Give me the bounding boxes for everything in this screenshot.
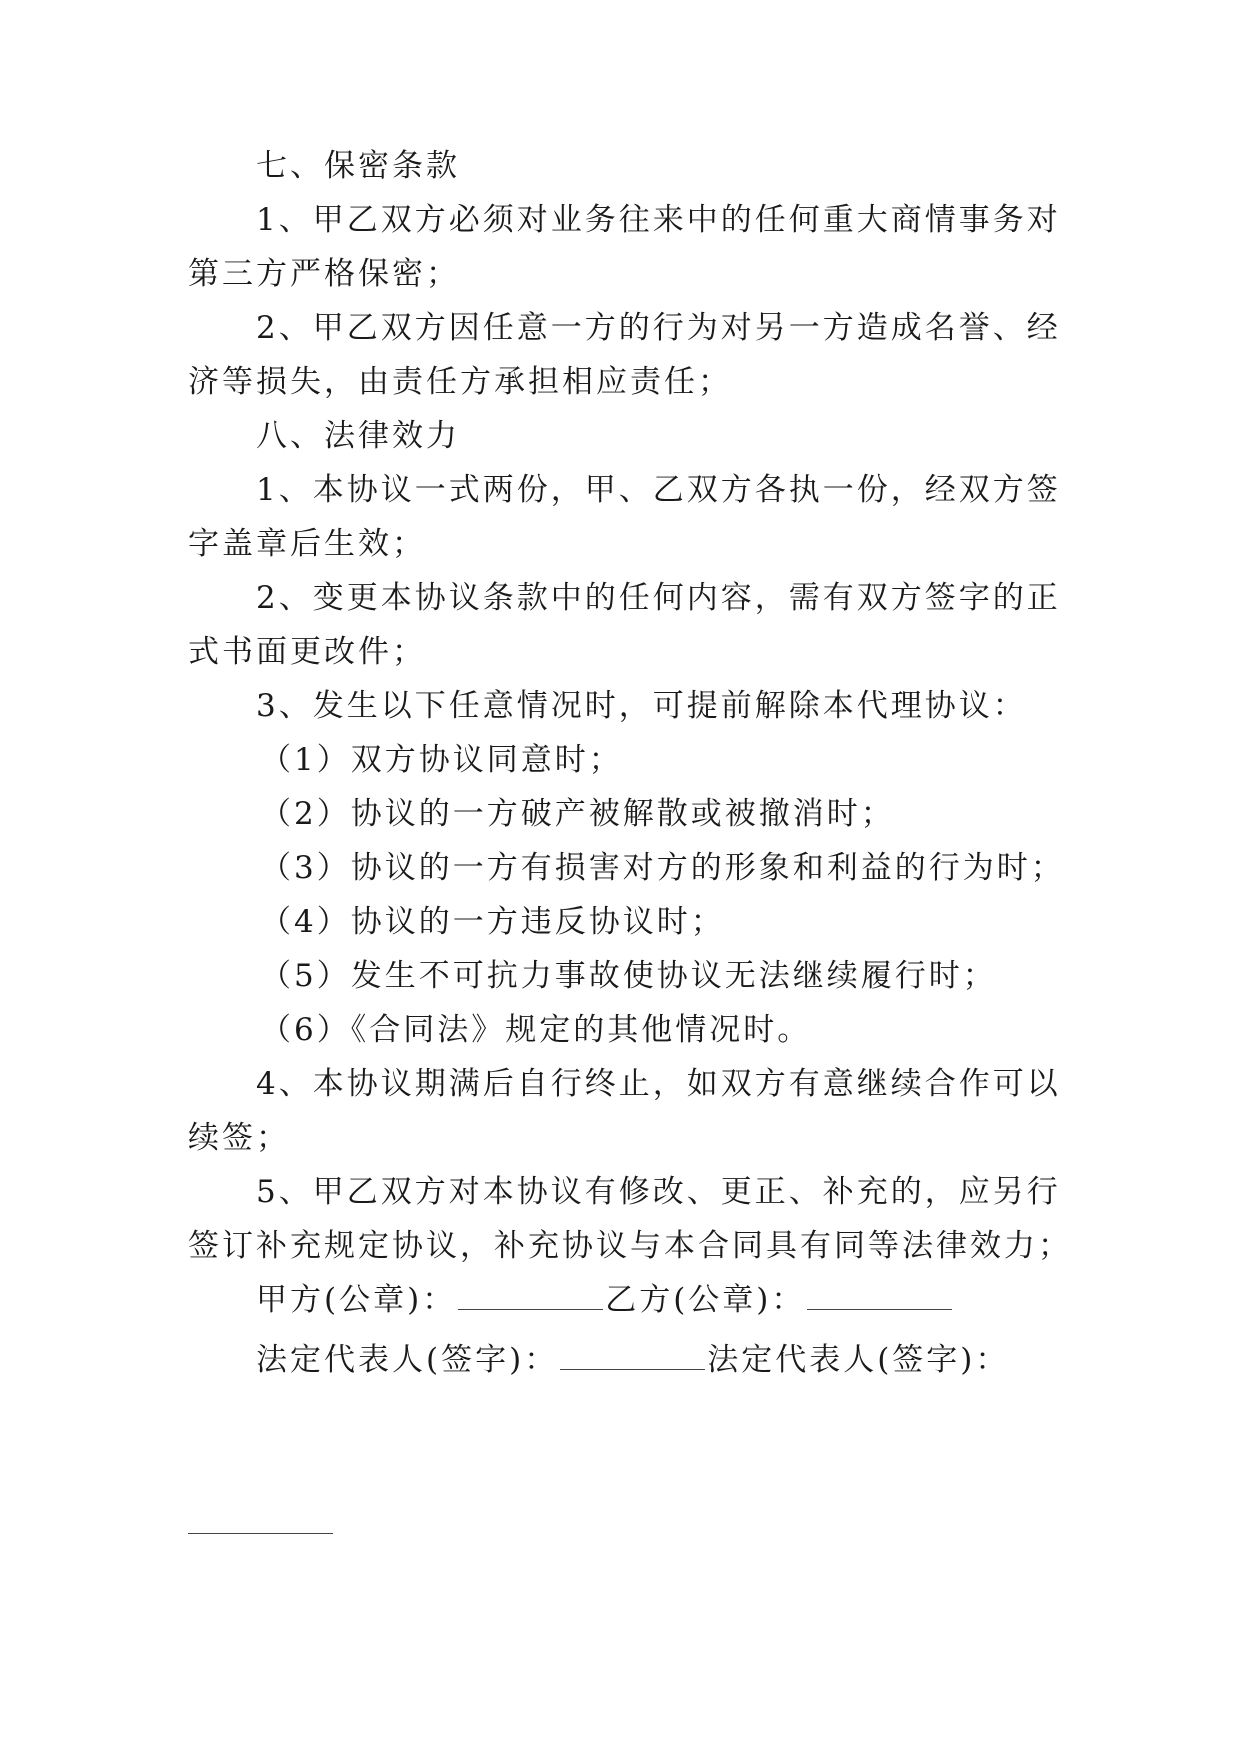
section-8-item-2-line-2: 式书面更改件； [188, 634, 426, 670]
section-7-item-2-line-2: 济等损失，由责任方承担相应责任； [188, 364, 732, 400]
party-signature-line [256, 1280, 954, 1320]
termination-condition-4: （4）协议的一方违反协议时； [260, 904, 725, 940]
section-7-item-2-line-1: 2、甲乙双方因任意一方的行为对另一方造成名誉、经 [256, 310, 1061, 346]
termination-condition-5: （5）发生不可抗力事故使协议无法继续履行时； [260, 958, 997, 994]
termination-condition-2: （2）协议的一方破产被解散或被撤消时； [260, 796, 895, 832]
section-8-item-4-line-2: 续签； [188, 1120, 290, 1156]
party-a-representative-label: 法定代表人(签字)： [256, 1342, 559, 1378]
termination-condition-6: （6）《合同法》规定的其他情况时。 [260, 1012, 812, 1048]
party-b-seal-label: 乙方(公章)： [605, 1282, 806, 1318]
section-8-item-5-line-1: 5、甲乙双方对本协议有修改、更正、补充的，应另行 [256, 1174, 1061, 1210]
section-8-item-4-line-1: 4、本协议期满后自行终止，如双方有意继续合作可以 [256, 1066, 1061, 1102]
section-8-item-1-line-1: 1、本协议一式两份，甲、乙双方各执一份，经双方签 [256, 472, 1061, 508]
section-7-heading: 七、保密条款 [256, 148, 460, 184]
representative-signature-line [256, 1340, 1009, 1380]
termination-condition-3: （3）协议的一方有损害对方的形象和利益的行为时； [260, 850, 1065, 886]
section-8-item-2-line-1: 2、变更本协议条款中的任何内容，需有双方签字的正 [256, 580, 1061, 616]
party-b-representative-label: 法定代表人(签字)： [707, 1342, 1010, 1378]
party-b-seal-blank[interactable] [807, 1281, 952, 1310]
termination-condition-1: （1）双方协议同意时； [260, 742, 623, 778]
party-a-seal-blank[interactable] [458, 1281, 603, 1310]
party-a-seal-label: 甲方(公章)： [256, 1282, 457, 1318]
section-7-item-1-line-1: 1、甲乙双方必须对业务往来中的任何重大商情事务对 [256, 202, 1061, 238]
section-8-heading: 八、法律效力 [256, 418, 460, 454]
section-8-item-5-line-2: 签订补充规定协议，补充协议与本合同具有同等法律效力； [188, 1228, 1072, 1264]
party-b-representative-blank[interactable] [188, 1533, 333, 1534]
section-8-item-3: 3、发生以下任意情况时，可提前解除本代理协议： [256, 688, 1027, 724]
section-8-item-1-line-2: 字盖章后生效； [188, 526, 426, 562]
section-7-item-1-line-2: 第三方严格保密； [188, 256, 460, 292]
party-a-representative-blank[interactable] [560, 1341, 705, 1370]
